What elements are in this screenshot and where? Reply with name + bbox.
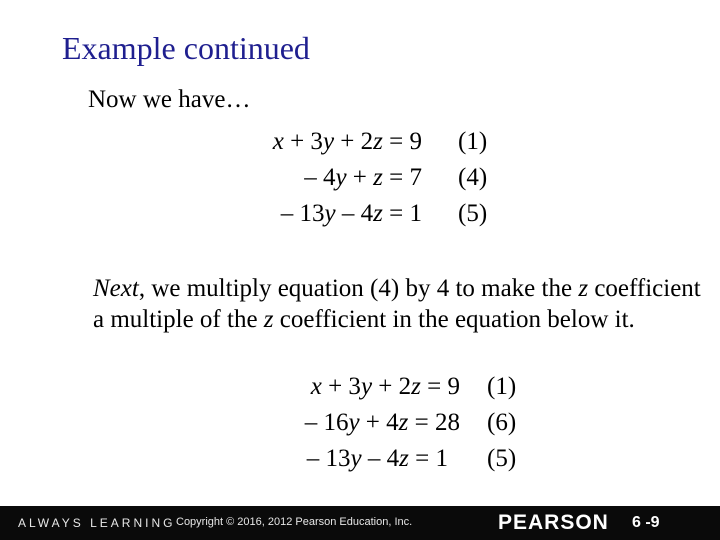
slide-title: Example continued bbox=[62, 30, 310, 66]
always-learning-text: ALWAYS LEARNING bbox=[18, 516, 176, 530]
system2-label2: (6) bbox=[487, 409, 517, 436]
system2-eq3: – 13y – 4z = 1 bbox=[306, 445, 448, 472]
system1-eq2: – 4y + z = 7 bbox=[304, 164, 422, 191]
pearson-logo: PEARSON bbox=[498, 511, 609, 534]
system2-eq1: x + 3y + 2z = 9 bbox=[310, 373, 460, 400]
intro-text: Now we have… bbox=[88, 86, 251, 113]
footer-bar bbox=[0, 506, 720, 540]
system2-eq2: – 16y + 4z = 28 bbox=[304, 409, 460, 436]
system2-label3: (5) bbox=[487, 445, 517, 472]
system1-label3: (5) bbox=[458, 200, 488, 227]
slide-number: 6 -9 bbox=[632, 514, 660, 531]
system1-label1: (1) bbox=[458, 128, 488, 155]
system1-eq3: – 13y – 4z = 1 bbox=[280, 200, 422, 227]
system2-label1: (1) bbox=[487, 373, 517, 400]
explanation-paragraph: Next, we multiply equation (4) by 4 to make the z coefficient a multiple of the z coefficient in the equation below it. bbox=[93, 275, 701, 333]
copyright-text: Copyright © 2016, 2012 Pearson Education, Inc. bbox=[176, 516, 413, 528]
system1-label2: (4) bbox=[458, 164, 488, 191]
system1-eq1: x + 3y + 2z = 9 bbox=[272, 128, 422, 155]
